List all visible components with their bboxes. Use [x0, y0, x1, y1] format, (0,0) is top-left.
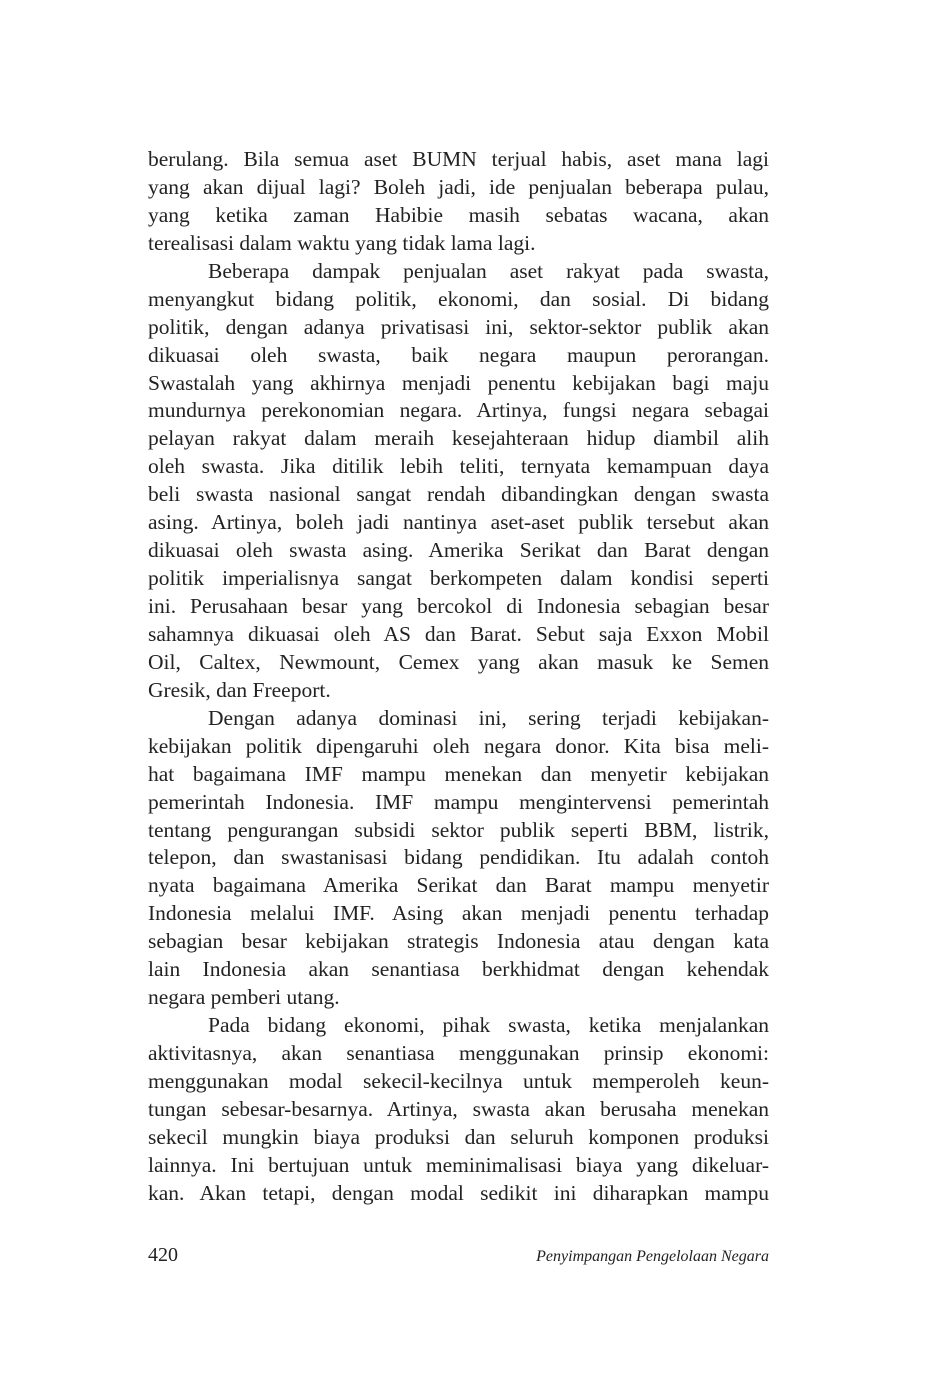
text-line: berulang. Bila semua aset BUMN terjual habis, aset mana lagi — [148, 147, 769, 171]
text-line: politik, dengan adanya privatisasi ini, sektor-sektor publik akan — [148, 314, 769, 339]
text-line: mundurnya perekonomian negara. Artinya, fungsi negara sebagai — [148, 398, 769, 423]
text-line: kan. Akan tetapi, dengan modal sedikit ini diharapkan mampu — [148, 1180, 769, 1205]
paragraph — [148, 1012, 769, 1208]
text-line: kebijakan politik dipengaruhi oleh negara donor. Kita bisa meli- — [148, 733, 769, 758]
paragraph — [148, 258, 769, 705]
text-line: pelayan rakyat dalam meraih kesejahteraan hidup diambil alih — [148, 426, 769, 451]
text-line: Indonesia melalui IMF. Asing akan menjadi penentu terhadap — [148, 901, 769, 926]
text-line: dikuasai oleh swasta asing. Amerika Serikat dan Barat dengan — [148, 538, 769, 563]
text-line: menggunakan modal sekecil-kecilnya untuk memperoleh keun- — [148, 1068, 769, 1093]
text-line: lainnya. Ini bertujuan untuk meminimalisasi biaya yang dikeluar- — [148, 1152, 769, 1177]
text-line: Gresik, dan Freeport. — [148, 677, 331, 702]
text-line: beli swasta nasional sangat rendah dibandingkan dengan swasta — [148, 482, 769, 507]
text-line: negara pemberi utang. — [148, 985, 340, 1010]
text-line: politik imperialisnya sangat berkompeten dalam kondisi seperti — [148, 566, 769, 591]
text-line: terealisasi dalam waktu yang tidak lama lagi. — [148, 230, 536, 255]
paragraph — [148, 146, 769, 258]
text-line: sebagian besar kebijakan strategis Indonesia atau dengan kata — [148, 929, 769, 954]
text-line: Dengan adanya dominasi ini, sering terjadi kebijakan- — [208, 705, 769, 730]
text-line: aktivitasnya, akan senantiasa menggunakan prinsip ekonomi: — [148, 1041, 769, 1065]
text-line: nyata bagaimana Amerika Serikat dan Barat mampu menyetir — [148, 873, 769, 898]
text-line: hat bagaimana IMF mampu menekan dan menyetir kebijakan — [148, 761, 769, 786]
page-number: 420 — [148, 1244, 178, 1266]
text-line: lain Indonesia akan senantiasa berkhidmat dengan kehendak — [148, 957, 769, 982]
text-line: pemerintah Indonesia. IMF mampu mengintervensi pemerintah — [148, 789, 769, 814]
paragraph — [148, 705, 769, 1012]
text-line: menyangkut bidang politik, ekonomi, dan sosial. Di bidang — [148, 286, 769, 311]
text-line: tentang pengurangan subsidi sektor publik seperti BBM, listrik, — [148, 817, 769, 842]
text-line: Beberapa dampak penjualan aset rakyat pada swasta, — [208, 258, 769, 283]
text-line: ini. Perusahaan besar yang bercokol di Indonesia sebagian besar — [148, 594, 769, 618]
text-line: Oil, Caltex, Newmount, Cemex yang akan masuk ke Semen — [148, 649, 769, 674]
text-line: yang ketika zaman Habibie masih sebatas wacana, akan — [148, 202, 769, 227]
running-title: Penyimpangan Pengelolaan Negara — [536, 1248, 769, 1265]
text-line: sahamnya dikuasai oleh AS dan Barat. Sebut saja Exxon Mobil — [148, 621, 769, 646]
text-line: Pada bidang ekonomi, pihak swasta, ketika menjalankan — [208, 1013, 769, 1038]
text-line: dikuasai oleh swasta, baik negara maupun perorangan. — [148, 342, 769, 367]
text-line: yang akan dijual lagi? Boleh jadi, ide penjualan beberapa pulau, — [148, 174, 769, 199]
page-footer — [148, 1244, 769, 1267]
text-line: asing. Artinya, boleh jadi nantinya aset-aset publik tersebut akan — [148, 510, 769, 535]
text-line: tungan sebesar-besarnya. Artinya, swasta akan berusaha menekan — [148, 1096, 769, 1121]
text-line: telepon, dan swastanisasi bidang pendidikan. Itu adalah contoh — [148, 845, 769, 870]
text-line: oleh swasta. Jika ditilik lebih teliti, ternyata kemampuan daya — [148, 454, 769, 479]
page-body — [148, 146, 769, 1208]
text-line: Swastalah yang akhirnya menjadi penentu kebijakan bagi maju — [148, 370, 769, 395]
text-line: sekecil mungkin biaya produksi dan seluruh komponen produksi — [148, 1124, 769, 1149]
